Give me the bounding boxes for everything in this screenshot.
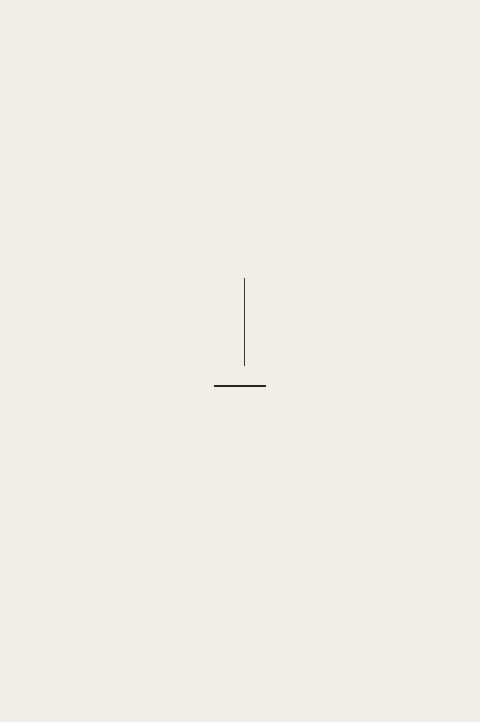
hymn-141-system-1-bass-staff bbox=[0, 509, 480, 559]
hymn-141-system-2-treble-staff bbox=[0, 563, 480, 613]
hymn-141-system-1-treble-staff bbox=[0, 446, 480, 496]
hymn-140-system-1-bass-staff bbox=[0, 113, 480, 163]
hymn-141-system-2-bass-staff bbox=[0, 621, 480, 671]
hymn-140-verses-right bbox=[248, 276, 458, 278]
hymn-140-system-1-treble-staff bbox=[0, 58, 480, 108]
hymn-140-verses-left bbox=[30, 276, 242, 278]
hymn-140-system-2-treble-staff bbox=[0, 167, 480, 217]
hymn-140-system-2-bass-staff bbox=[0, 224, 480, 274]
verses-divider bbox=[244, 278, 245, 366]
section-separator bbox=[214, 385, 266, 387]
